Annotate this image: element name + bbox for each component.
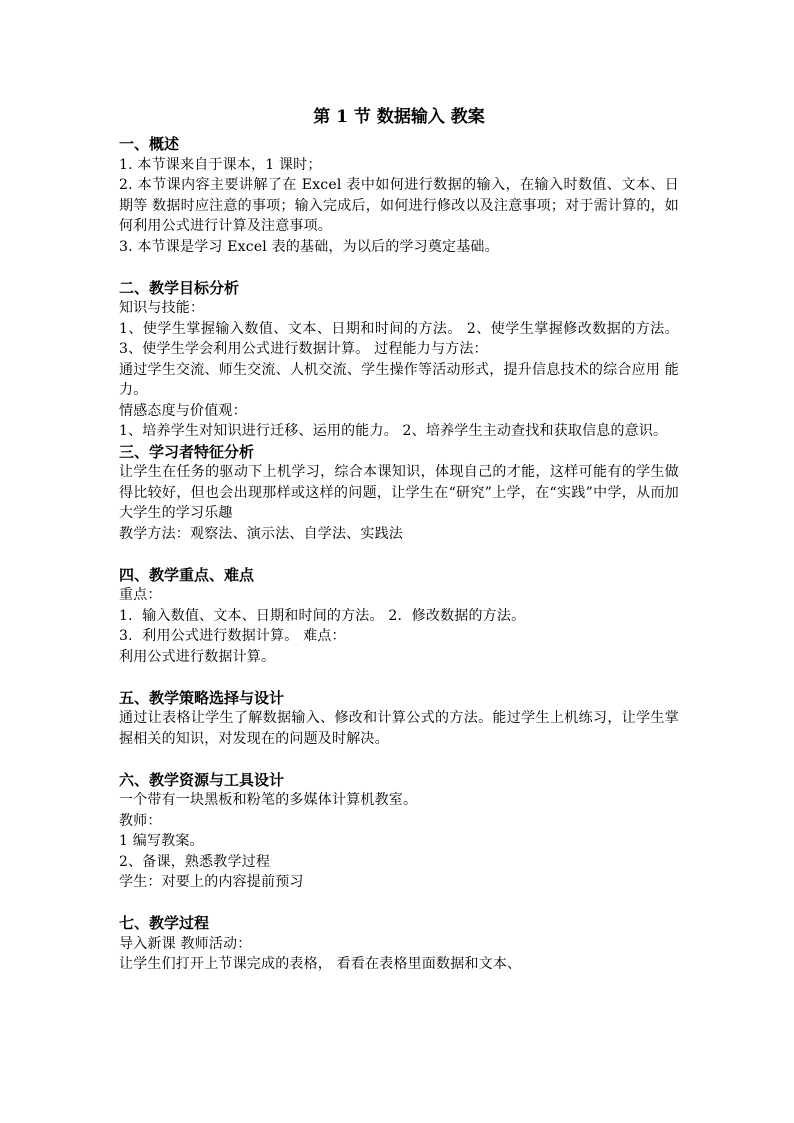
blank-line <box>119 544 679 565</box>
section-heading: 二、教学目标分析 <box>119 278 240 297</box>
paragraph: 通过学生交流、师生交流、人机交流、学生操作等活动形式，提升信息技术的综合应用 能力。 <box>119 361 679 398</box>
paragraph: 1、使学生掌握输入数值、文本、日期和时间的方法。 2、使学生掌握修改数据的方法。 3、使学生学会利用公式进行数据计算。 过程能力与方法： <box>119 320 679 357</box>
paragraph: 教师： <box>119 812 162 829</box>
paragraph: 3．利用公式进行数据计算。 难点： <box>119 628 346 644</box>
paragraph: 2、备课，熟悉教学过程 <box>119 853 271 870</box>
section-heading: 五、教学策略选择与设计 <box>119 688 285 707</box>
section-heading: 六、教学资源与工具设计 <box>119 770 285 789</box>
paragraph: 3. 本节课是学习 Excel 表的基础，为以后的学习奠定基础。 <box>119 238 499 255</box>
paragraph: 2. 本节课内容主要讲解了在 Excel 表中如何进行数据的输入，在输入时数值、文本、日期等 数据时应注意的事项；输入完成后，如何进行修改以及注意事项；对于需计算的，如何利用公式进行计算及注意事项。 <box>119 177 679 234</box>
section-heading: 四、教学重点、难点 <box>119 565 255 584</box>
document-title: 第 1 节 数据输入 教案 <box>313 107 485 127</box>
paragraph: 通过让表格让学生了解数据输入、修改和计算公式的方法。能过学生上机练习，让学生掌握相关的知识，对发现在的问题及时解决。 <box>119 710 679 747</box>
paragraph: 重点： <box>119 587 162 603</box>
section-overview <box>119 134 679 257</box>
blank-line <box>119 257 679 278</box>
paragraph: 让学生们打开上节课完成的表格， 看看在表格里面数据和文本、 <box>119 956 522 972</box>
section-key-points <box>119 565 679 668</box>
blank-line <box>119 667 679 688</box>
section-heading: 一、概述 <box>119 135 180 153</box>
document-page <box>119 104 679 975</box>
section-heading: 三、学习者特征分析 <box>119 442 255 461</box>
section-objectives <box>119 278 679 442</box>
paragraph: 情感态度与价值观： <box>119 402 247 419</box>
section-learner-analysis <box>119 442 679 545</box>
paragraph: 1．输入数值、文本、日期和时间的方法。 2．修改数据的方法。 <box>119 607 526 624</box>
paragraph: 知识与技能： <box>119 300 205 316</box>
paragraph: 让学生在任务的驱动下上机学习，综合本课知识，体现自己的才能，这样可能有的学生做得比较好，但也会出现那样或这样的问题，让学生在“研究”上学，在“实践”中学，从而加大学生的学习乐趣 <box>119 464 679 521</box>
paragraph: 一个带有一块黑板和粉笔的多媒体计算机教室。 <box>119 792 418 808</box>
paragraph: 1. 本节课来自于课本，1 课时； <box>119 156 322 173</box>
paragraph: 1、培养学生对知识进行迁移、运用的能力。 2、培养学生主动查找和获取信息的意识。 <box>119 423 668 439</box>
section-heading: 七、教学过程 <box>119 914 210 932</box>
paragraph: 导入新课 教师活动： <box>119 935 252 952</box>
section-resources <box>119 770 679 893</box>
paragraph: 教学方法：观察法、演示法、自学法、实践法 <box>119 525 403 542</box>
blank-line <box>119 893 679 914</box>
paragraph: 1 编写教案。 <box>119 833 204 849</box>
blank-line <box>119 749 679 770</box>
section-strategy <box>119 688 679 750</box>
paragraph: 利用公式进行数据计算。 <box>119 648 276 665</box>
paragraph: 学生：对要上的内容提前预习 <box>119 874 304 890</box>
section-process <box>119 913 679 975</box>
